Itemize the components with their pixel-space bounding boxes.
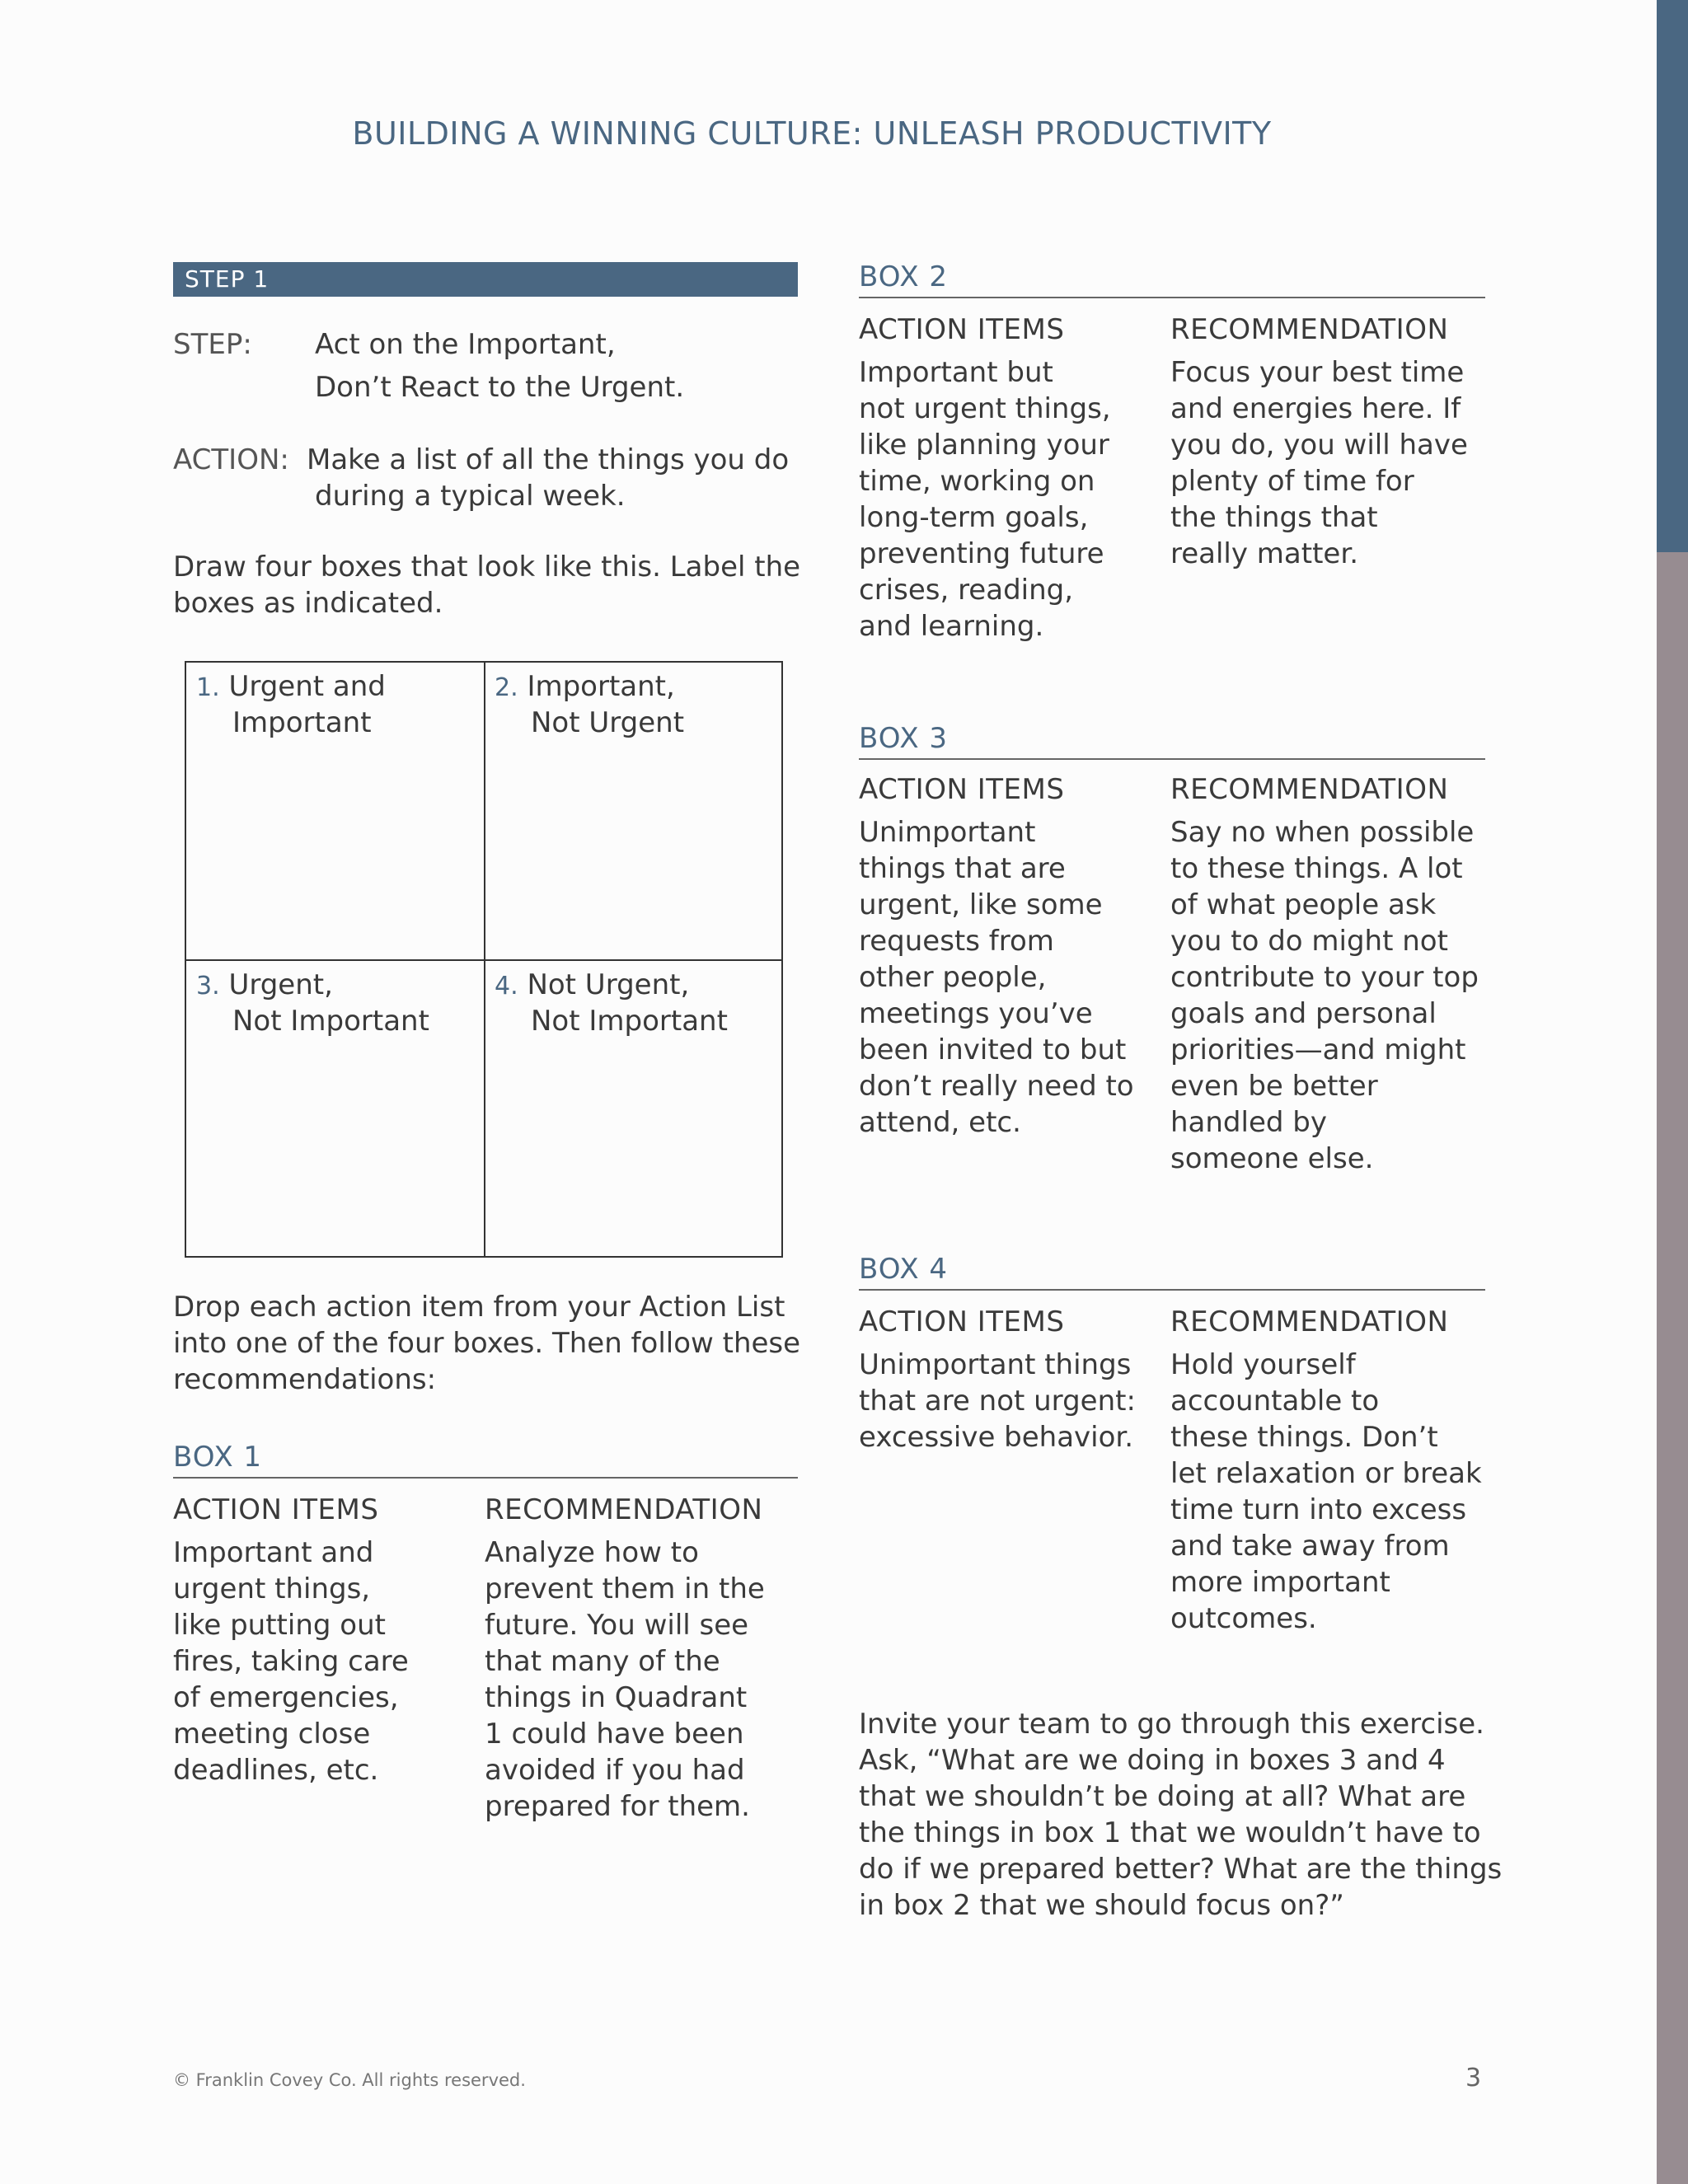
text-line: Invite your team to go through this exercise. (859, 1708, 1484, 1741)
step-line-1: Act on the Important, (315, 328, 616, 361)
draw-instruction-2: boxes as indicated. (173, 587, 443, 620)
text-line: really matter. (1170, 537, 1359, 570)
box-2-recommendation-text (1170, 354, 1468, 572)
quadrant-label: Important, (527, 670, 675, 703)
text-line: accountable to (1170, 1385, 1380, 1418)
text-line: contribute to your top (1170, 961, 1479, 994)
step-line-2: Don’t React to the Urgent. (315, 371, 685, 404)
box-3-action-text (859, 814, 1134, 1141)
quadrant-number: 4. (495, 972, 518, 1001)
text-line: Analyze how to (485, 1536, 699, 1569)
quadrant-label: Not Urgent, (527, 968, 690, 1001)
box-1-recommendation-text (485, 1535, 765, 1825)
box-4-recommendation-text (1170, 1347, 1482, 1637)
box-1-heading: BOX 1 (173, 1441, 798, 1479)
text-line: meetings you’ve (859, 997, 1093, 1030)
text-line: time turn into excess (1170, 1493, 1467, 1526)
quadrant-label: Urgent, (228, 968, 333, 1001)
text-line: time, working on (859, 465, 1095, 498)
text-line: handled by (1170, 1106, 1327, 1139)
box-3-recommendation-text (1170, 814, 1479, 1177)
text-line: preventing future (859, 537, 1104, 570)
quadrant-2 (495, 669, 684, 740)
text-line: like planning your (859, 429, 1109, 462)
step-label: STEP: (173, 328, 252, 361)
text-line: Ask, “What are we doing in boxes 3 and 4 (859, 1744, 1446, 1777)
box-2-heading: BOX 2 (859, 260, 1485, 298)
quadrant-label: Not Important (232, 1005, 429, 1038)
text-line: like putting out (173, 1609, 386, 1642)
text-line: and learning. (859, 610, 1044, 643)
text-line: things that are (859, 852, 1066, 885)
text-line: that many of the (485, 1645, 720, 1678)
text-line: not urgent things, (859, 392, 1111, 425)
text-line: priorities—and might (1170, 1033, 1466, 1066)
footer-copyright: © Franklin Covey Co. All rights reserved. (173, 2070, 526, 2090)
text-line: Hold yourself (1170, 1348, 1356, 1381)
box-4-action-header: ACTION ITEMS (859, 1305, 1065, 1338)
box-3-action-header: ACTION ITEMS (859, 773, 1065, 806)
text-line: that we shouldn’t be doing at all? What are (859, 1780, 1466, 1813)
text-line: don’t really need to (859, 1070, 1134, 1103)
text-line: long-term goals, (859, 501, 1089, 534)
text-line: that are not urgent: (859, 1385, 1136, 1418)
text-line: Focus your best time (1170, 356, 1465, 389)
quadrant-number: 1. (196, 673, 220, 702)
text-line: future. You will see (485, 1609, 749, 1642)
box-3-heading: BOX 3 (859, 722, 1485, 760)
text-line: you to do might not (1170, 925, 1448, 958)
text-line: requests from (859, 925, 1054, 958)
text-line: outcomes. (1170, 1602, 1317, 1635)
text-line: of emergencies, (173, 1681, 399, 1714)
text-line: goals and personal (1170, 997, 1437, 1030)
drop-instruction-2: into one of the four boxes. Then follow these (173, 1327, 801, 1360)
text-line: prepared for them. (485, 1790, 750, 1823)
text-line: avoided if you had (485, 1754, 745, 1787)
drop-instruction-3: recommendations: (173, 1363, 437, 1396)
action-line-1: Make a list of all the things you do (307, 443, 790, 476)
text-line: even be better (1170, 1070, 1378, 1103)
text-line: the things in box 1 that we wouldn’t have to (859, 1816, 1481, 1849)
box-1-action-text (173, 1535, 409, 1788)
text-line: and energies here. If (1170, 392, 1461, 425)
text-line: you do, you will have (1170, 429, 1468, 462)
text-line: crises, reading, (859, 574, 1074, 607)
box-1-action-header: ACTION ITEMS (173, 1493, 379, 1526)
quadrant-1 (196, 669, 386, 740)
text-line: the things that (1170, 501, 1378, 534)
quadrant-divider-horizontal (186, 959, 781, 961)
text-line: excessive behavior. (859, 1421, 1134, 1454)
text-line: plenty of time for (1170, 465, 1414, 498)
box-4-heading: BOX 4 (859, 1253, 1485, 1291)
box-2-action-text (859, 354, 1111, 644)
text-line: in box 2 that we should focus on?” (859, 1889, 1344, 1922)
step-bar: STEP 1 (173, 262, 798, 297)
text-line: been invited to but (859, 1033, 1127, 1066)
sidebar-accent-bottom (1657, 552, 1688, 2184)
text-line: meeting close (173, 1718, 371, 1750)
text-line: 1 could have been (485, 1718, 744, 1750)
box-4-action-text (859, 1347, 1136, 1455)
text-line: do if we prepared better? What are the things (859, 1853, 1503, 1886)
page-number: 3 (1465, 2064, 1482, 2093)
text-line: attend, etc. (859, 1106, 1021, 1139)
text-line: Important but (859, 356, 1053, 389)
quadrant-label: Not Important (531, 1005, 728, 1038)
text-line: urgent things, (173, 1572, 371, 1605)
text-line: things in Quadrant (485, 1681, 748, 1714)
quadrant-grid (185, 661, 783, 1258)
text-line: Unimportant things (859, 1348, 1132, 1381)
invite-paragraph (859, 1706, 1502, 1924)
action-label: ACTION: (173, 443, 289, 476)
text-line: prevent them in the (485, 1572, 765, 1605)
page-title: BUILDING A WINNING CULTURE: UNLEASH PRODUCTIVITY (352, 115, 1272, 152)
quadrant-label: Important (232, 706, 372, 739)
text-line: and take away from (1170, 1530, 1450, 1563)
box-1-recommendation-header: RECOMMENDATION (485, 1493, 763, 1526)
text-line: Say no when possible (1170, 816, 1475, 849)
quadrant-number: 3. (196, 972, 220, 1001)
text-line: urgent, like some (859, 888, 1103, 921)
text-line: to these things. A lot (1170, 852, 1463, 885)
text-line: let relaxation or break (1170, 1457, 1482, 1490)
draw-instruction-1: Draw four boxes that look like this. Label the (173, 551, 801, 583)
box-2-action-header: ACTION ITEMS (859, 313, 1065, 346)
text-line: Important and (173, 1536, 374, 1569)
text-line: of what people ask (1170, 888, 1437, 921)
quadrant-4 (495, 968, 728, 1038)
box-4-recommendation-header: RECOMMENDATION (1170, 1305, 1449, 1338)
drop-instruction-1: Drop each action item from your Action List (173, 1291, 785, 1324)
text-line: fires, taking care (173, 1645, 409, 1678)
quadrant-3 (196, 968, 429, 1038)
quadrant-label: Urgent and (228, 670, 386, 703)
text-line: more important (1170, 1566, 1390, 1599)
sidebar-accent-top (1657, 0, 1688, 552)
text-line: someone else. (1170, 1142, 1374, 1175)
text-line: deadlines, etc. (173, 1754, 379, 1787)
box-3-recommendation-header: RECOMMENDATION (1170, 773, 1449, 806)
box-2-recommendation-header: RECOMMENDATION (1170, 313, 1449, 346)
text-line: these things. Don’t (1170, 1421, 1438, 1454)
text-line: other people, (859, 961, 1047, 994)
quadrant-label: Not Urgent (531, 706, 685, 739)
text-line: Unimportant (859, 816, 1036, 849)
quadrant-number: 2. (495, 673, 518, 702)
action-line-2: during a typical week. (315, 480, 626, 513)
